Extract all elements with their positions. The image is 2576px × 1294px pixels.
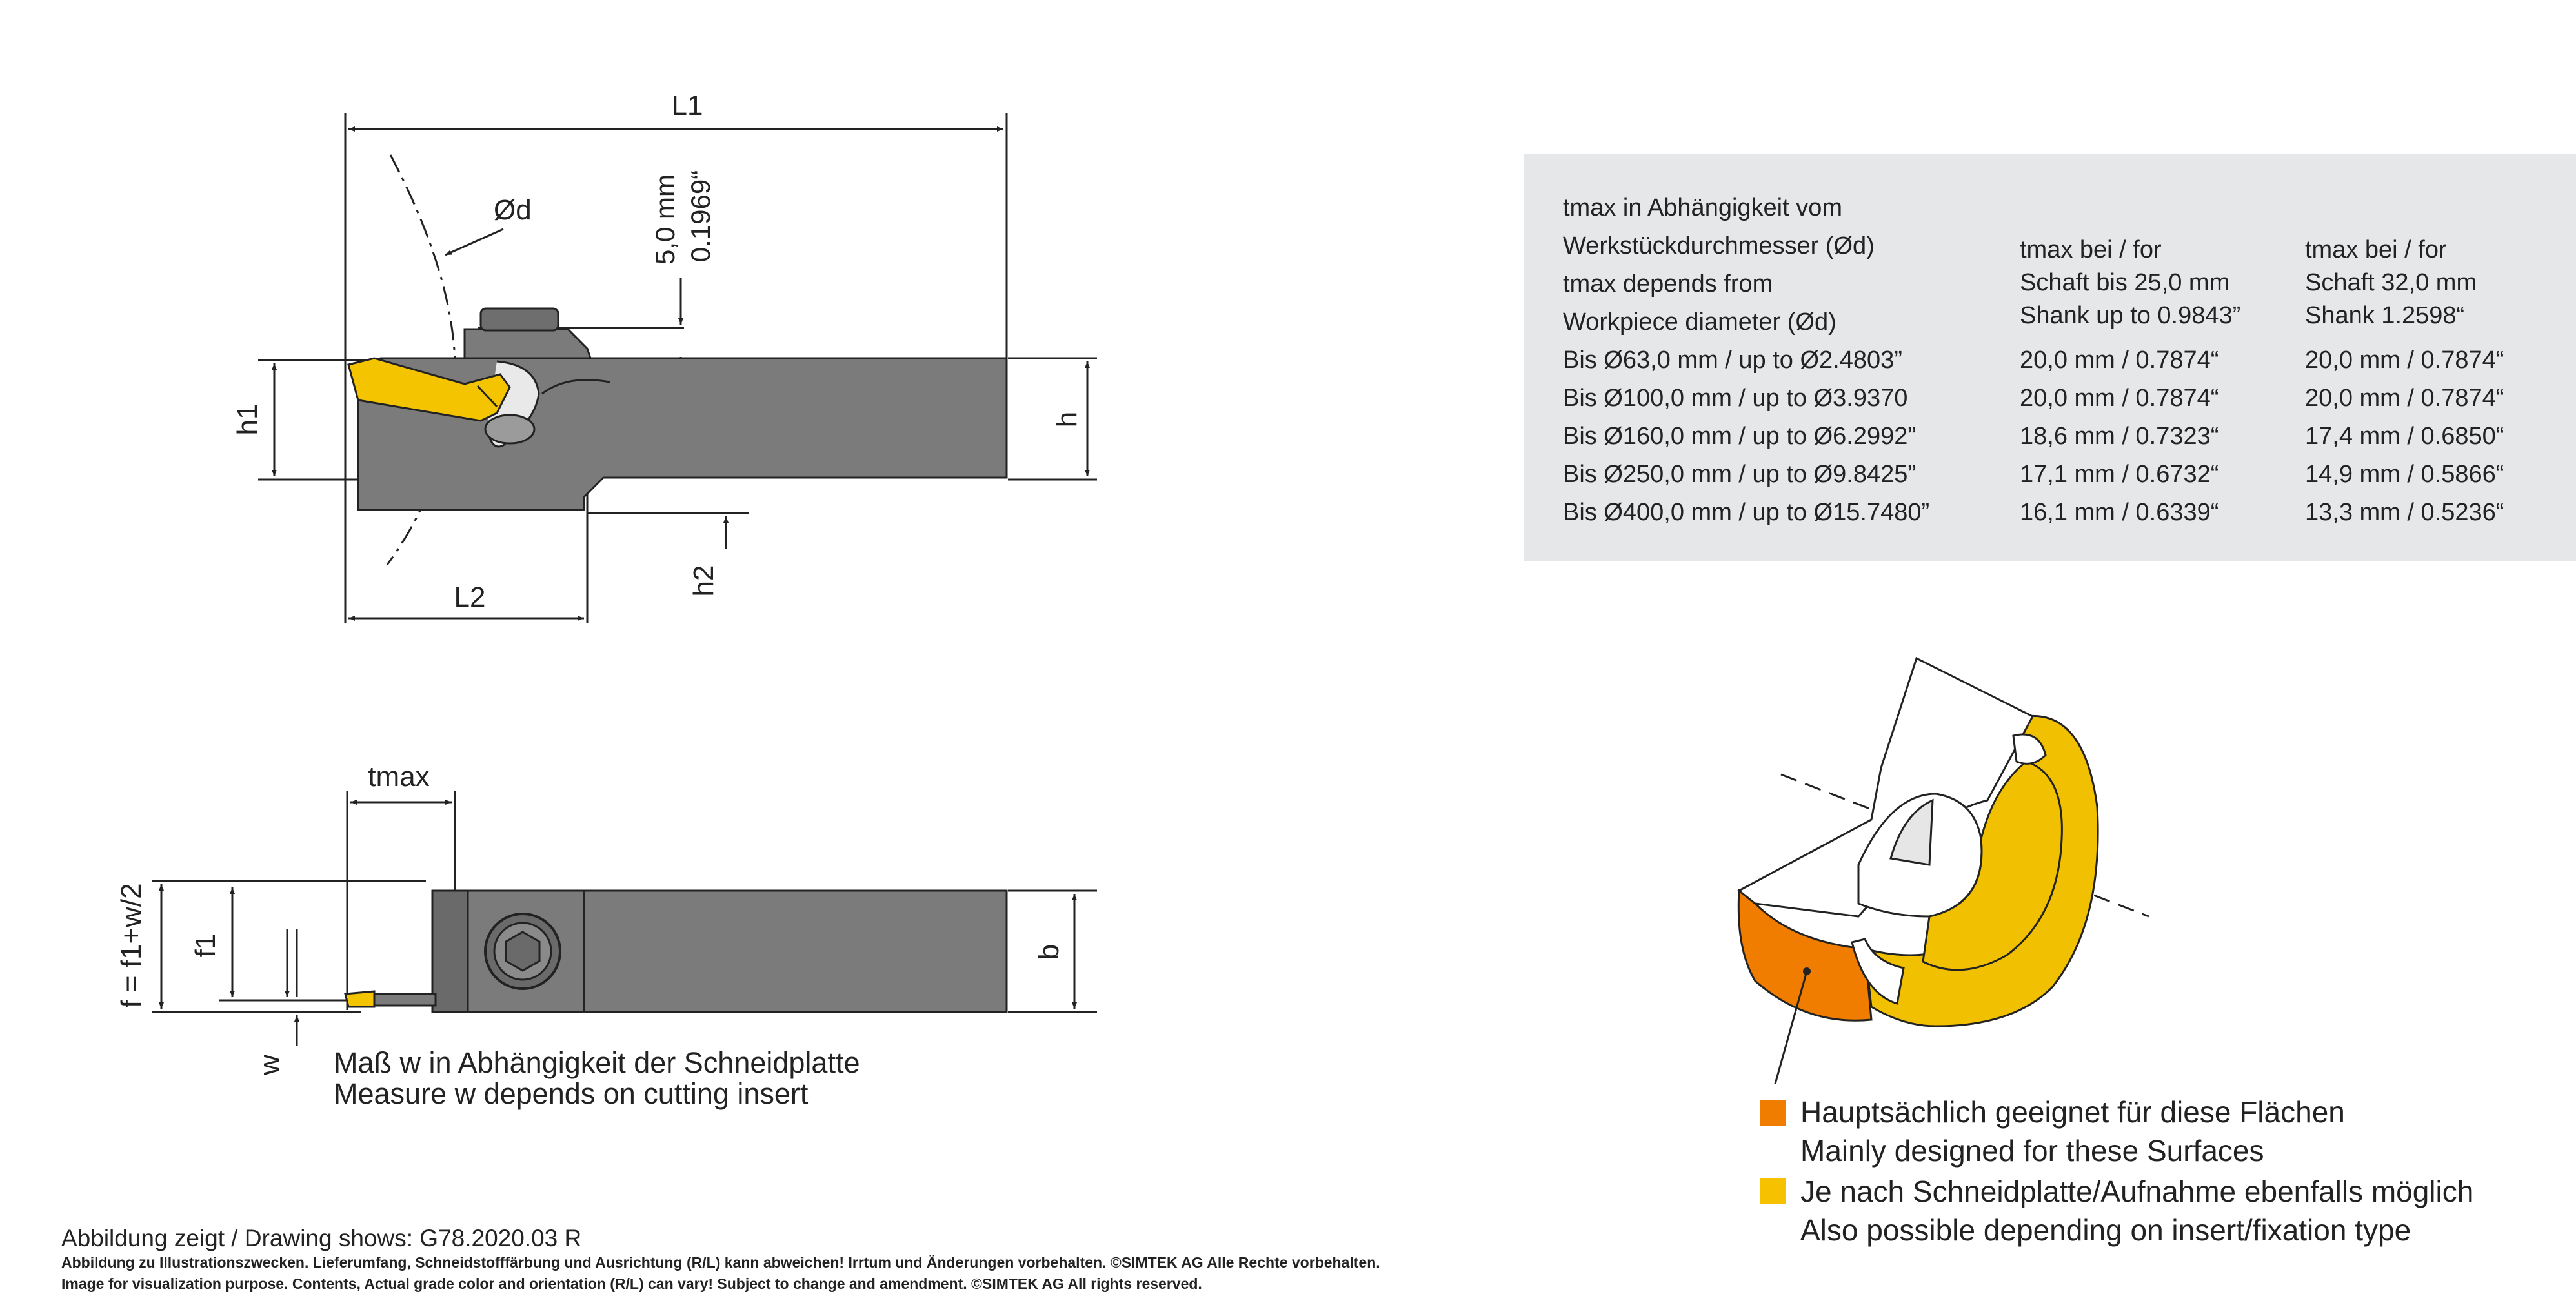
header-left-line-2: Werkstückdurchmesser (Ød) xyxy=(1563,232,1875,259)
header-col2-line-2: Schaft bis 25,0 mm xyxy=(2020,269,2230,296)
row-5-range: Bis Ø400,0 mm / up to Ø15.7480” xyxy=(1563,499,1930,526)
row-3-col2: 18,6 mm / 0.7323“ xyxy=(2020,423,2219,450)
dim-L2-label: L2 xyxy=(454,581,486,613)
tool-side-view-drawing xyxy=(0,0,1097,645)
legend-secondary-de: Je nach Schneidplatte/Aufnahme ebenfalls möglich xyxy=(1800,1175,2474,1208)
legend-primary-en: Mainly designed for these Surfaces xyxy=(1800,1134,2264,1168)
primary-swatch xyxy=(1760,1100,1786,1126)
disclaimer-en: Image for visualization purpose. Contents, Actual grade color and orientation (R/L) can vary! Subject to change and amendment. ©SIMTEK AG All rights reserved. xyxy=(61,1275,1202,1292)
dim-h1-label: h1 xyxy=(232,403,263,436)
dim-L1-label: L1 xyxy=(671,90,703,121)
row-4-col2: 17,1 mm / 0.6732“ xyxy=(2020,461,2219,488)
secondary-swatch xyxy=(1760,1178,1786,1204)
dim-tmax-label: tmax xyxy=(368,761,430,793)
dim-depth-mm-label: 5,0 mm xyxy=(650,174,680,265)
header-col3-line-3: Shank 1.2598“ xyxy=(2305,302,2465,329)
row-5-col2: 16,1 mm / 0.6339“ xyxy=(2020,499,2219,526)
tmax-table xyxy=(1524,154,2576,561)
row-1-col2: 20,0 mm / 0.7874“ xyxy=(2020,347,2219,374)
dim-h2-label: h2 xyxy=(688,565,719,597)
row-2-range: Bis Ø100,0 mm / up to Ø3.9370 xyxy=(1563,385,1908,412)
row-2-col2: 20,0 mm / 0.7874“ xyxy=(2020,385,2219,412)
header-left-line-3: tmax depends from xyxy=(1563,270,1773,298)
drawing-shows-caption: Abbildung zeigt / Drawing shows: G78.2020.03 R xyxy=(61,1225,582,1251)
row-4-col3: 14,9 mm / 0.5866“ xyxy=(2305,461,2504,488)
legend-secondary-en: Also possible depending on insert/fixation type xyxy=(1800,1213,2411,1247)
dim-f-label: f = f1+w/2 xyxy=(116,883,147,1008)
row-1-col3: 20,0 mm / 0.7874“ xyxy=(2305,347,2504,374)
row-4-range: Bis Ø250,0 mm / up to Ø9.8425” xyxy=(1563,461,1917,488)
header-col3-line-1: tmax bei / for xyxy=(2305,236,2447,263)
row-1-range: Bis Ø63,0 mm / up to Ø2.4803” xyxy=(1563,347,1902,374)
row-2-col3: 20,0 mm / 0.7874“ xyxy=(2305,385,2504,412)
workpiece-3d-illustration xyxy=(1704,645,2155,1084)
dim-depth-in-label: 0.1969“ xyxy=(685,170,716,263)
header-col2-line-1: tmax bei / for xyxy=(2020,236,2162,263)
disclaimer-de: Abbildung zu Illustrationszwecken. Lieferumfang, Schneidstofffärbung und Ausrichtung (R/L) kann abweichen! Irrtum und Änderungen vorbehalten. ©SIMTEK AG Alle Rechte vorbehalten. xyxy=(61,1254,1380,1271)
legend-primary-de: Hauptsächlich geeignet für diese Flächen xyxy=(1800,1095,2345,1129)
dim-diameter-label: Ød xyxy=(494,194,532,226)
row-5-col3: 13,3 mm / 0.5236“ xyxy=(2305,499,2504,526)
row-3-col3: 17,4 mm / 0.6850“ xyxy=(2305,423,2504,450)
note-w-en: Measure w depends on cutting insert xyxy=(334,1077,809,1110)
header-left-line-4: Workpiece diameter (Ød) xyxy=(1563,308,1836,336)
header-left-line-1: tmax in Abhängigkeit vom xyxy=(1563,194,1843,221)
row-3-range: Bis Ø160,0 mm / up to Ø6.2992” xyxy=(1563,423,1917,450)
dim-f1-label: f1 xyxy=(190,933,221,958)
dim-w-label: w xyxy=(254,1055,285,1075)
dim-b-label: b xyxy=(1033,944,1065,960)
dim-h-label: h xyxy=(1051,411,1083,428)
header-col3-line-2: Schaft 32,0 mm xyxy=(2305,269,2477,296)
header-col2-line-3: Shank up to 0.9843” xyxy=(2020,302,2241,329)
note-w-de: Maß w in Abhängigkeit der Schneidplatte xyxy=(334,1046,860,1079)
